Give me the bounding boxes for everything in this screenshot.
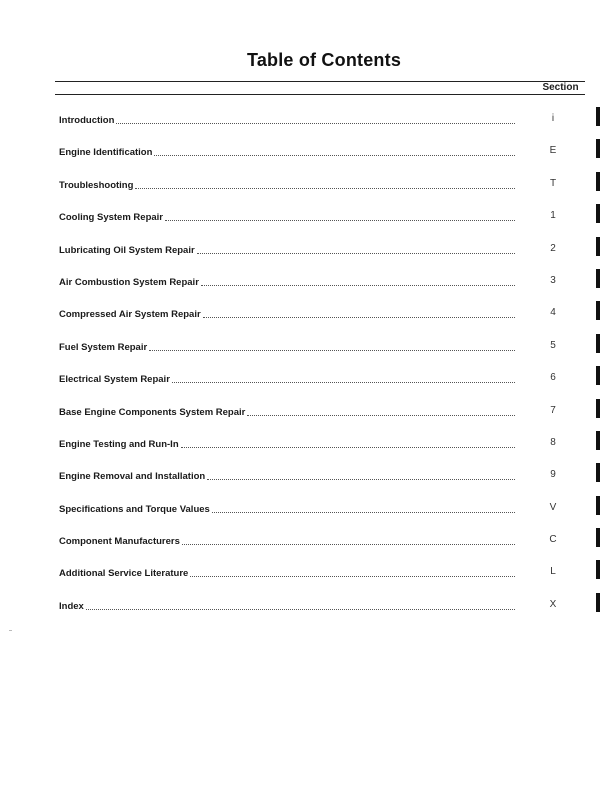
section-tab-marker (596, 431, 600, 450)
toc-section-label: E (549, 145, 557, 157)
header-rule-bottom (55, 94, 585, 95)
toc-section-label: X (549, 598, 557, 610)
toc-entry-fuel-system-repair[interactable] (0, 339, 611, 371)
toc-section-label: 5 (550, 339, 556, 351)
toc-entry-title: Index (59, 600, 84, 612)
toc-entry-engine-removal-and-installation[interactable] (0, 468, 611, 500)
toc-entry-title: Component Manufacturers (59, 536, 180, 548)
toc-entry-engine-identification[interactable] (0, 144, 611, 176)
section-tab-marker (596, 560, 600, 579)
dot-leader (86, 609, 515, 610)
page-title: Table of Contents (246, 50, 402, 70)
section-tab-marker (596, 269, 600, 288)
dot-leader (190, 576, 515, 577)
toc-entry-title: Troubleshooting (59, 179, 134, 191)
section-tab-marker (596, 399, 600, 418)
section-tab-marker (596, 301, 600, 320)
scan-speck (9, 630, 12, 631)
toc-entry-cooling-system-repair[interactable] (0, 209, 611, 241)
dot-leader (181, 447, 515, 448)
toc-section-label: i (551, 113, 555, 124)
section-tab-marker (596, 107, 600, 126)
toc-section-label: T (549, 177, 557, 189)
toc-entry-title: Air Combustion System Repair (59, 276, 199, 288)
toc-entry-air-combustion-system-repair[interactable] (0, 274, 611, 306)
dot-leader (197, 253, 515, 254)
toc-section-label: 7 (550, 404, 556, 416)
toc-section-label: 6 (550, 372, 556, 384)
toc-entry-title: Specifications and Torque Values (59, 503, 210, 515)
toc-entry-engine-testing-and-run-in[interactable] (0, 436, 611, 468)
toc-entry-title: Compressed Air System Repair (59, 309, 201, 321)
section-column-header: Section (542, 82, 579, 93)
dot-leader (203, 317, 515, 318)
dot-leader (207, 479, 515, 480)
toc-section-label: 4 (550, 307, 556, 319)
toc-entry-title: Electrical System Repair (59, 374, 170, 386)
toc-entry-additional-service-literature[interactable] (0, 565, 611, 597)
dot-leader (135, 188, 515, 189)
section-tab-marker (596, 496, 600, 515)
section-tab-marker (596, 334, 600, 353)
toc-entry-title: Introduction (59, 115, 115, 126)
toc-section-label: 8 (550, 436, 556, 448)
toc-entry-title: Engine Testing and Run-In (59, 438, 179, 450)
toc-section-label: 9 (550, 469, 556, 481)
toc-entry-title: Lubricating Oil System Repair (59, 244, 195, 256)
dot-leader (212, 512, 515, 513)
dot-leader (201, 285, 515, 286)
toc-entry-title: Additional Service Literature (59, 568, 189, 580)
toc-section-label: L (550, 566, 556, 578)
dot-leader (149, 350, 515, 351)
toc-entry-lubricating-oil-system-repair[interactable] (0, 242, 611, 274)
section-tab-marker (596, 204, 600, 223)
section-tab-marker (596, 139, 600, 158)
toc-entry-index[interactable] (0, 598, 611, 630)
toc-entry-base-engine-components-system-repair[interactable] (0, 404, 611, 436)
toc-section-label: C (549, 534, 557, 546)
toc-entry-title: Engine Removal and Installation (59, 471, 206, 483)
toc-section-label: V (549, 501, 557, 513)
toc-entry-specifications-and-torque-values[interactable] (0, 501, 611, 533)
toc-entry-title: Base Engine Components System Repair (59, 406, 246, 418)
toc-entry-compressed-air-system-repair[interactable] (0, 306, 611, 338)
toc-section-label: 2 (550, 242, 556, 254)
dot-leader (182, 544, 515, 545)
dot-leader (154, 155, 515, 156)
toc-entry-title: Engine Identification (59, 147, 153, 159)
toc-entry-title: Cooling System Repair (59, 212, 163, 224)
toc-entry-troubleshooting[interactable] (0, 177, 611, 209)
section-tab-marker (596, 463, 600, 482)
toc-entry-electrical-system-repair[interactable] (0, 371, 611, 403)
section-tab-marker (596, 237, 600, 256)
dot-leader (116, 123, 515, 124)
section-tab-marker (596, 593, 600, 612)
dot-leader (247, 415, 515, 416)
toc-section-label: 3 (550, 274, 556, 286)
table-of-contents (0, 112, 611, 630)
toc-entry-component-manufacturers[interactable] (0, 533, 611, 565)
toc-section-label: 1 (550, 210, 556, 222)
section-tab-marker (596, 528, 600, 547)
dot-leader (165, 220, 515, 221)
section-tab-marker (596, 366, 600, 385)
dot-leader (172, 382, 515, 383)
toc-entry-introduction[interactable] (0, 112, 611, 144)
section-tab-marker (596, 172, 600, 191)
header-rule-top (55, 81, 585, 82)
toc-entry-title: Fuel System Repair (59, 341, 148, 353)
